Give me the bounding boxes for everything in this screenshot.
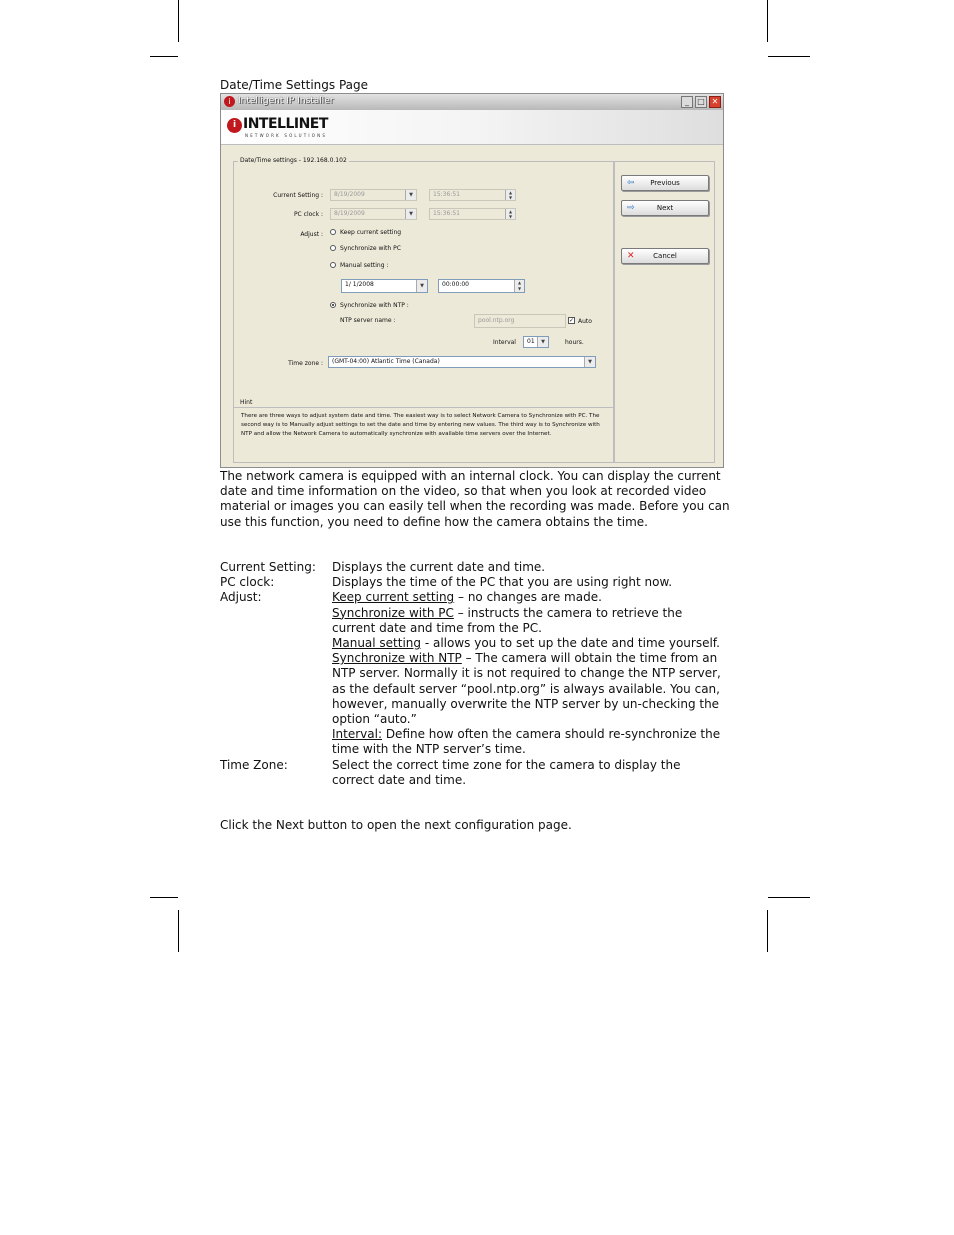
radio-sync-pc[interactable]: [330, 245, 336, 251]
cancel-button[interactable]: [621, 248, 709, 264]
pc-clock-label: PC clock :: [293, 211, 323, 218]
definitions-list: [220, 560, 730, 788]
manual-setting-label: Manual setting :: [340, 262, 389, 269]
close-icon[interactable]: ✕: [709, 96, 721, 108]
next-button[interactable]: [621, 200, 709, 216]
pc-clock-term: PC clock:: [220, 575, 275, 590]
current-setting-desc: Displays the current date and time.: [332, 560, 546, 574]
app-logo-icon: i: [224, 96, 235, 107]
installer-window: [220, 93, 724, 468]
auto-label: Auto: [578, 318, 592, 325]
pc-clock-desc: Displays the time of the PC that you are using right now.: [332, 575, 673, 590]
interval-option-text: Define how often the camera should re-synchronize the time with the NTP server’s time.: [332, 727, 721, 757]
crop-mark-top-left-h: [150, 56, 178, 57]
pc-date-field: [330, 208, 417, 220]
keep-current-label: Keep current setting: [340, 229, 402, 236]
ntp-option-text: – The camera will obtain the time from an NTP server. Normally it is not required to change the NTP server, as the default server “pool.ntp.org” is always available. You can, however, manually overwrite the NTP server by un-checking the option “auto.”: [332, 651, 721, 727]
time-zone-desc: Select the correct time zone for the camera to display the correct date and time.: [332, 757, 681, 787]
adjust-label: Adjust :: [300, 231, 323, 238]
radio-sync-ntp[interactable]: [330, 302, 336, 308]
pc-time-value: 15:36:51: [433, 210, 460, 217]
current-setting-label: Current Setting :: [273, 192, 323, 199]
ntp-option-name: Synchronize with NTP: [332, 651, 462, 666]
sync-pc-label: Synchronize with PC: [340, 245, 401, 252]
crop-mark-top-right-h: [768, 56, 810, 57]
chevron-down-icon[interactable]: ▼: [416, 280, 427, 292]
interval-value: 01: [527, 338, 535, 345]
pc-date-value: 8/19/2009: [334, 210, 365, 217]
adjust-term: Adjust:: [220, 590, 262, 605]
crop-mark-top-right-v: [767, 0, 768, 42]
maximize-icon[interactable]: □: [695, 96, 707, 108]
figure-caption: Date/Time Settings Page: [220, 78, 368, 92]
interval-label: Interval: [493, 339, 516, 346]
cancel-x-icon: ✕: [627, 251, 635, 261]
crop-mark-bottom-left-h: [150, 897, 178, 898]
manual-option-desc: [332, 636, 724, 651]
arrow-right-icon: ⇨: [627, 203, 635, 213]
ntp-server-value: pool.ntp.org: [478, 317, 515, 324]
ntp-option-desc: [332, 651, 724, 727]
spinner-icon: ▲ ▼: [505, 209, 515, 219]
crop-mark-bottom-left-v: [178, 910, 179, 952]
manual-date-select[interactable]: [341, 279, 428, 293]
keep-option-text: – no changes are made.: [454, 590, 602, 605]
manual-time-input[interactable]: [438, 279, 525, 293]
radio-manual[interactable]: [330, 262, 336, 268]
brand-name: INTELLINET: [243, 116, 328, 132]
chevron-down-icon: ▼: [405, 209, 416, 219]
brand-banner: [221, 110, 723, 145]
adjust-desc: [332, 590, 724, 757]
keep-option-desc: [332, 590, 724, 605]
time-zone-term: Time Zone:: [220, 757, 288, 772]
definition-row: [220, 575, 730, 590]
current-time-field: [429, 189, 516, 201]
intro-paragraph: The network camera is equipped with an internal clock. You can display the current date and time information on the video, so that when you look at recorded video material or images you can easily tell when the recording was made. Before you can use this function, you need to define how the camera obtains the time.: [220, 469, 730, 529]
datetime-settings-legend: Date/Time settings - 192.168.0.102: [240, 157, 347, 164]
keep-option-name: Keep current setting: [332, 590, 455, 605]
chevron-down-icon[interactable]: ▼: [537, 337, 548, 347]
crop-mark-bottom-right-h: [768, 897, 810, 898]
spinner-icon: ▲ ▼: [505, 190, 515, 200]
interval-option-name: Interval:: [332, 727, 382, 742]
brand-tagline: NETWORK SOLUTIONS: [245, 133, 328, 138]
manual-time-value: 00:00:00: [442, 281, 469, 288]
previous-button[interactable]: [621, 175, 709, 191]
ntp-server-input[interactable]: [474, 314, 566, 328]
time-zone-select[interactable]: [328, 356, 596, 368]
definition-row: [220, 590, 730, 757]
next-button-label: Next: [656, 204, 674, 212]
closing-paragraph: Click the Next button to open the next configuration page.: [220, 818, 572, 832]
interval-select[interactable]: [523, 336, 549, 348]
arrow-left-icon: ⇦: [627, 178, 635, 188]
previous-button-label: Previous: [650, 179, 680, 187]
time-zone-value: (GMT-04:00) Atlantic Time (Canada): [332, 358, 440, 365]
current-date-field: [330, 189, 417, 201]
ntp-server-label: NTP server name :: [340, 317, 396, 324]
sync-pc-option-text: – instructs the camera to retrieve the current date and time from the PC.: [332, 605, 683, 635]
crop-mark-top-left-v: [178, 0, 179, 42]
current-time-value: 15:36:51: [433, 191, 460, 198]
title-bar[interactable]: [221, 94, 723, 110]
cancel-button-label: Cancel: [653, 252, 677, 260]
current-setting-term: Current Setting:: [220, 560, 316, 574]
pc-time-field: [429, 208, 516, 220]
hint-title: Hint: [240, 399, 253, 406]
manual-option-text: - allows you to set up the date and time yourself.: [421, 636, 720, 651]
radio-keep-current[interactable]: [330, 229, 336, 235]
time-zone-label: Time zone :: [288, 360, 323, 367]
current-date-value: 8/19/2009: [334, 191, 365, 198]
window-title: Intelligent IP Installer: [238, 96, 334, 106]
sync-ntp-label: Synchronize with NTP :: [340, 302, 409, 309]
spinner-icon[interactable]: ▲ ▼: [514, 280, 524, 292]
chevron-down-icon[interactable]: ▼: [584, 357, 595, 367]
hours-label: hours.: [565, 339, 584, 346]
definition-row: [220, 560, 730, 575]
auto-checkbox[interactable]: ✓: [569, 317, 575, 324]
manual-date-value: 1/ 1/2008: [345, 281, 374, 288]
crop-mark-bottom-right-v: [767, 910, 768, 952]
minimize-icon[interactable]: _: [681, 96, 693, 108]
sync-pc-option-desc: [332, 606, 724, 636]
definition-row: [220, 758, 730, 788]
interval-option-desc: [332, 727, 724, 757]
hint-text: There are three ways to adjust system date and time. The easiest way is to select Network Camera to Synchronize with PC. The second way is to Manually adjust settings to set the date and time by entering new values. The third way is to Synchronize with NTP and allow the Network Camera to automatically synchronize with available time servers over the Internet.: [241, 413, 600, 437]
intellinet-logo-icon: i: [227, 118, 242, 133]
sync-pc-option-name: Synchronize with PC: [332, 605, 454, 620]
manual-option-name: Manual setting: [332, 636, 422, 651]
chevron-down-icon: ▼: [405, 190, 416, 200]
